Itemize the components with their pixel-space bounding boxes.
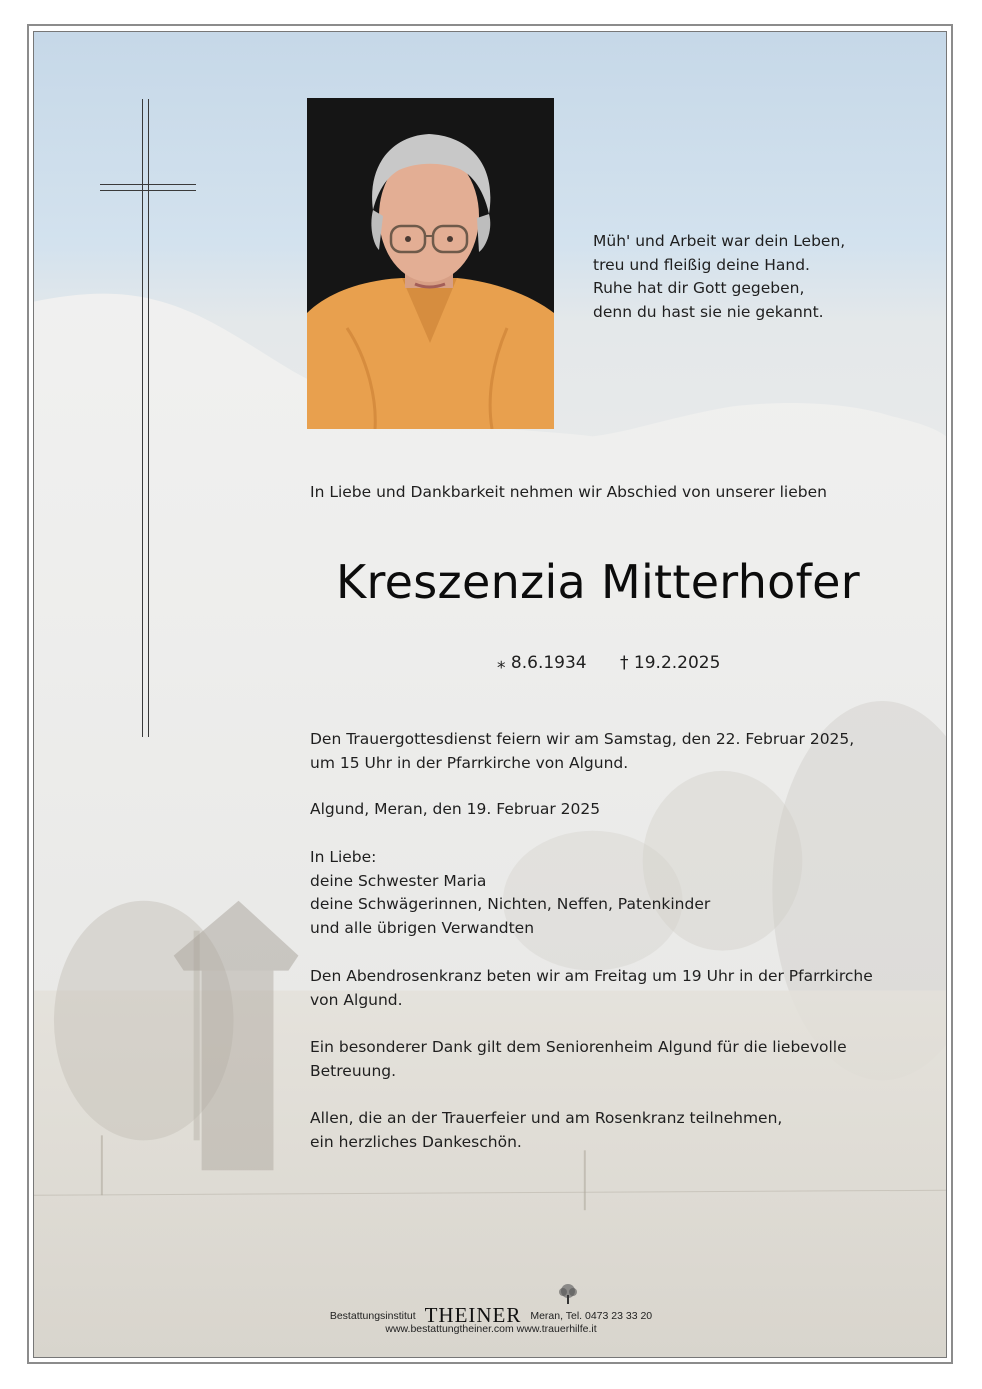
poem-line: denn du hast sie nie gekannt. [593, 302, 824, 321]
mourner-line: In Liebe: [310, 848, 377, 866]
portrait-photo [307, 98, 554, 429]
poem-line: Ruhe hat dir Gott gegeben, [593, 279, 805, 297]
closing-line: ein herzliches Dankeschön. [310, 1132, 522, 1151]
cross-vertical-line [142, 99, 143, 737]
deceased-name: Kreszenzia Mitterhofer [336, 555, 860, 609]
rosary-info [310, 965, 873, 1012]
rosary-line: von Algund. [310, 990, 403, 1009]
mourner-line: und alle übrigen Verwandten [310, 918, 535, 937]
footer-brand: THEINER [424, 1303, 522, 1327]
service-info [310, 728, 854, 775]
poem-block [593, 230, 845, 324]
thanks-line: Betreuung. [310, 1061, 397, 1080]
cross-horizontal-line [100, 184, 196, 185]
place-date-line: Algund, Meran, den 19. Februar 2025 [310, 800, 601, 818]
place-date [310, 798, 600, 822]
cross-vertical-line [148, 99, 149, 737]
footer-contact: Meran, Tel. 0473 23 33 20 [530, 1310, 653, 1322]
poem-line: Müh' und Arbeit war dein Leben, [593, 232, 846, 250]
mourner-line: deine Schwägerinnen, Nichten, Neffen, Patenkinder [310, 895, 711, 913]
rosary-line: Den Abendrosenkranz beten wir am Freitag um 19 Uhr in der Pfarrkirche [310, 967, 873, 985]
service-line: Den Trauergottesdienst feiern wir am Samstag, den 22. Februar 2025, [310, 730, 855, 748]
life-dates [497, 653, 748, 673]
mourners-list [310, 846, 710, 940]
closing-line: Allen, die an der Trauerfeier und am Rosenkranz teilnehmen, [310, 1109, 783, 1127]
footer-prefix: Bestattungsinstitut [329, 1310, 416, 1322]
cross-horizontal-line [100, 190, 196, 191]
intro-text: In Liebe und Dankbarkeit nehmen wir Abschied von unserer lieben [310, 483, 827, 501]
service-line: um 15 Uhr in der Pfarrkirche von Algund. [310, 753, 629, 772]
poem-line: treu und fleißig deine Hand. [593, 255, 810, 274]
birth-date: ⁎ 8.6.1934 [497, 653, 587, 673]
closing-note [310, 1107, 782, 1154]
death-date: † 19.2.2025 [620, 653, 721, 673]
mourner-line: deine Schwester Maria [310, 871, 487, 890]
thanks-note [310, 1036, 847, 1083]
tree-logo-icon [555, 1283, 581, 1305]
footer-websites[interactable]: www.bestattungtheiner.com www.trauerhilfe.it [385, 1323, 597, 1335]
thanks-line: Ein besonderer Dank gilt dem Seniorenheim Algund für die liebevolle [310, 1038, 847, 1056]
